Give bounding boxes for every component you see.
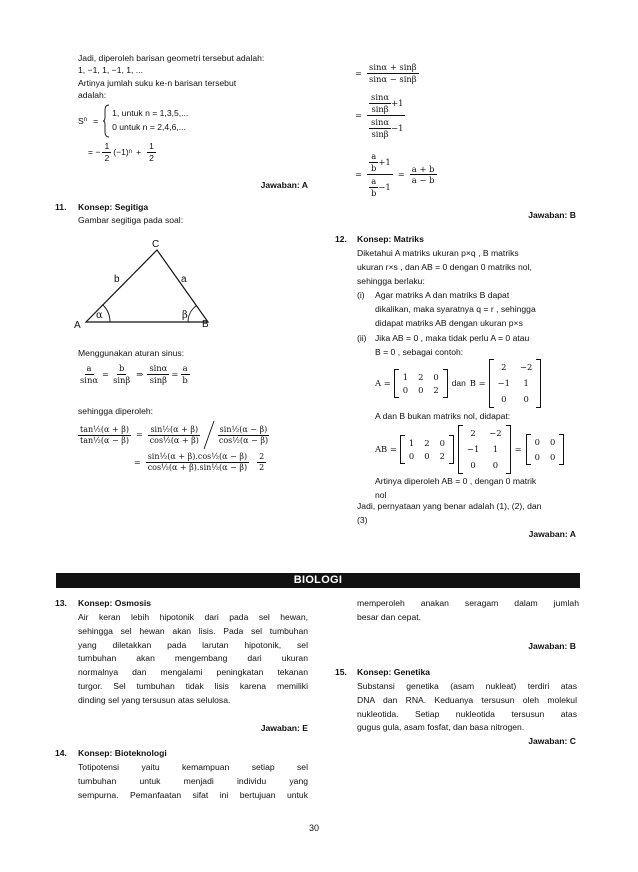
bioteknologi-explanation: Totipotensi yaitu kemampuan setiap sel tumbuhan untuk menjadi individu yang sempurna. Pemanfaatan sifat ini bertujuan untuk [78,762,308,800]
answer-right-top: Jawaban: B [528,210,576,220]
vertex-a-label: A [74,320,81,331]
question-number-12: 12. [335,234,347,244]
ratio-step3: = $\frac{a}{b}$ +1 $\frac{a}{b}$ −1 = $\frac{a + b}{a - b}$ [355,151,435,198]
beta-label: β [182,310,188,321]
angle-beta-arc [188,306,196,322]
answer-12: Jawaban: A [528,529,576,539]
matrix-b: 2 −2 −1 1 0 0 [489,359,542,408]
matrix-a: 1 2 0 0 0 2 [394,369,448,398]
vertex-b-label: B [202,319,209,330]
tangent-ratio-line1: $\frac{\text{tan½(α + β)}}{\text{tan½(α − β)}}$ = $\frac{\text{sin½(α + β)}}{\text{cos½(α + β)}}$ $\frac{\text{sin½(α − β)}}{\text{cos½(α − β)}}$ [76,420,272,450]
ratio-step2: = $\frac{\sin\alpha}{\sin\beta}$ +1 $\frac{\sin\alpha}{\sin\beta}$ −1 [355,92,404,139]
divide-slash-icon [203,420,215,450]
item-ii-text: Jika AB = 0 , maka tidak perlu A = 0 atau B = 0 , sebagai contoh: [375,333,530,357]
matrix-explanation: Diketahui A matriks ukuran p×q , B matriks ukuran r×s , dan AB = 0 dengan 0 matriks nol, sehingga berlaku: [357,248,532,286]
brace-icon [103,104,110,138]
case-odd: 1, untuk n = 1,3,5,... [112,108,189,119]
vertex-c-label: C [152,239,160,250]
answer-15: Jawaban: C [528,736,576,746]
sehingga-text: sehingga diperoleh: [78,406,154,416]
ratio-step1: = $\frac{\sin\alpha + \sin\beta}{\sin\alpha - \sin\beta}$ [355,62,417,84]
geometric-sequence-conclusion [78,52,310,163]
answer-10: Jawaban: A [260,180,308,190]
nonzero-text: A dan B bukan matriks nol, didapat: [375,411,511,421]
sine-rule-intro: Menggunakan aturan sinus: [78,348,185,358]
question-number-11: 11. [55,202,67,212]
page-number: 30 [309,823,320,833]
statement-conclusion: Jadi, pernyataan yang benar adalah (1), (2), dan (3) [357,501,542,525]
section-title: BIOLOGI [293,574,343,586]
artinya-text: Artinya jumlah suku ke-n barisan tersebut [78,77,237,88]
genetika-explanation: Substansi genetika (asam nukleat) terdiri atas DNA dan RNA. Keduanya tersusun oleh molekul nukleotida. Setiap nukleotida tersusun atas gugus gula, asam fosfat, dan basa nitrogen. [357,681,577,733]
concept-title-15: Konsep: Genetika [357,667,431,677]
triangle-outline [86,250,208,322]
concept-title-14: Konsep: Bioteknologi [78,748,167,758]
case-even: 0 untuk n = 2,4,6,... [112,121,186,132]
item-ii-mark: (ii) [357,333,367,343]
adalah-text: adalah: [78,90,107,101]
side-b-label: b [114,274,120,285]
matrix-conclusion: Artinya diperoleh AB = 0 , dengan 0 matrik nol [375,476,537,500]
side-a-label: a [181,274,187,285]
tangent-ratio-line2: = $\frac{\text{sin½(α + β).cos½(α − β)}}{\text{cos½(α + β).sin½(α − β)}}$ $\frac{2}{2}$ [134,452,265,472]
osmosis-explanation: Air keran lebih hipotonik dari pada sel hewan, sehingga sel hewan akan lisis. Pada sel tumbuhan yang diletakkan pada larutan hipotonik, sel tumbuhan akan mengembang dari ukuran normalnya dan mengalami peningkatan tekanan turgor. Sel tumbuhan tidak lisis karena memiliki dinding sel yang tersusun atas selulosa. [78,612,308,705]
matrix-product: AB = 1 2 0 0 0 2 2 −2 −1 1 0 0 = 0 0 0 0 [375,425,564,474]
sn-piecewise: S n = 1, untuk n = 1,3,5,... 0 untuk n = 2,4,6,... [78,104,310,138]
concept-title-11: Konsep: Segitiga [78,202,149,212]
question-number-14: 14. [55,748,67,758]
answer-13: Jawaban: E [260,723,308,733]
sn-formula: = − $\frac{1}{2}$ (−1) n + $\frac{1}{2}$ [88,140,154,163]
sequence-text: 1, −1, 1, −1, 1, ... [78,65,143,76]
zero-matrix: 0 0 0 0 [526,434,565,465]
matrix-example: A = 1 2 0 0 0 2 dan B = 2 −2 −1 1 0 0 [375,359,541,408]
sine-rule-equation: $\frac{a}{\sin\alpha}$ = $\frac{b}{\sin\beta}$ ⇒ $\frac{\sin\alpha}{\sin\beta}$ = $\frac{a}{b}$ [80,363,188,385]
matrix-a-product: 1 2 0 0 0 2 [400,435,454,464]
angle-alpha-arc [103,305,110,322]
answer-14: Jawaban: B [528,641,576,651]
item-i-mark: (i) [357,290,365,300]
concept-title-13: Konsep: Osmosis [78,598,152,608]
concept-title-12: Konsep: Matriks [357,234,424,244]
item-i-text: Agar matriks A dan matriks B dapat dikalikan, maka syaratnya q = r , sehingga didapat matriks AB dengan ukuran p×s [375,290,536,328]
matrix-b-product: 2 −2 −1 1 0 0 [458,425,511,474]
triangle-intro: Gambar segitiga pada soal: [78,215,184,225]
alpha-label: α [96,310,103,321]
question-number-13: 13. [55,598,67,608]
intro-text: Jadi, diperoleh barisan geometri tersebut adalah: [78,53,265,63]
question-number-15: 15. [335,667,347,677]
bioteknologi-continued: memperoleh anakan seragam dalam jumlah besar dan cepat. [357,598,579,622]
